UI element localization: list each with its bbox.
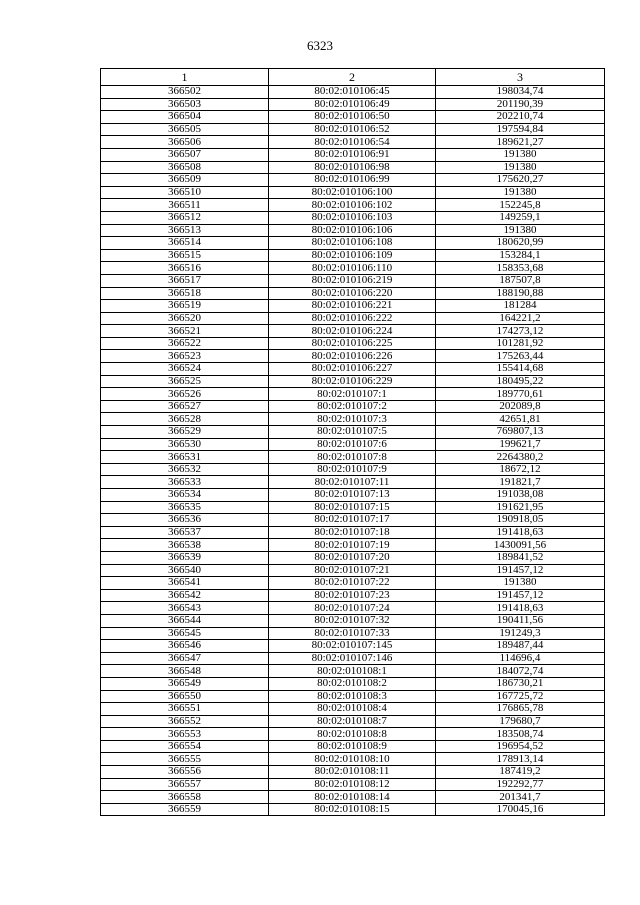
table-row — [101, 753, 605, 766]
value-cell: 158353,68 — [436, 262, 605, 275]
value-cell: 191380 — [436, 577, 605, 590]
value-cell: 155414,68 — [436, 363, 605, 376]
table-row — [101, 337, 605, 350]
value-cell: 191457,12 — [436, 589, 605, 602]
value-cell: 769807,13 — [436, 426, 605, 439]
table-header-row — [101, 69, 605, 86]
row-number-cell: 366526 — [101, 388, 269, 401]
table-row — [101, 123, 605, 136]
cadastral-number-cell: 80:02:010108:3 — [269, 690, 436, 703]
value-cell: 1430091,56 — [436, 539, 605, 552]
value-cell: 192292,77 — [436, 778, 605, 791]
value-cell: 101281,92 — [436, 337, 605, 350]
table-row — [101, 652, 605, 665]
value-cell: 175263,44 — [436, 350, 605, 363]
cadastral-number-cell: 80:02:010106:106 — [269, 224, 436, 237]
value-cell: 188190,88 — [436, 287, 605, 300]
table-row — [101, 551, 605, 564]
row-number-cell: 366535 — [101, 501, 269, 514]
row-number-cell: 366524 — [101, 363, 269, 376]
row-number-cell: 366522 — [101, 337, 269, 350]
value-cell: 180495,22 — [436, 375, 605, 388]
table-row — [101, 589, 605, 602]
cadastral-number-cell: 80:02:010107:20 — [269, 551, 436, 564]
table-row — [101, 287, 605, 300]
table-row — [101, 98, 605, 111]
cadastral-number-cell: 80:02:010108:10 — [269, 753, 436, 766]
cadastral-number-cell: 80:02:010106:54 — [269, 136, 436, 149]
column-header-1: 1 — [101, 69, 269, 86]
row-number-cell: 366520 — [101, 312, 269, 325]
cadastral-number-cell: 80:02:010108:15 — [269, 803, 436, 816]
table-row — [101, 577, 605, 590]
cadastral-number-cell: 80:02:010107:15 — [269, 501, 436, 514]
table-row — [101, 514, 605, 527]
row-number-cell: 366558 — [101, 791, 269, 804]
cadastral-number-cell: 80:02:010106:229 — [269, 375, 436, 388]
cadastral-number-cell: 80:02:010108:12 — [269, 778, 436, 791]
cadastral-number-cell: 80:02:010108:8 — [269, 728, 436, 741]
value-cell: 201190,39 — [436, 98, 605, 111]
value-cell: 191821,7 — [436, 476, 605, 489]
table-row — [101, 476, 605, 489]
value-cell: 189841,52 — [436, 551, 605, 564]
cadastral-number-cell: 80:02:010106:102 — [269, 199, 436, 212]
table-body — [101, 86, 605, 816]
cadastral-number-cell: 80:02:010106:227 — [269, 363, 436, 376]
table-row — [101, 388, 605, 401]
row-number-cell: 366532 — [101, 463, 269, 476]
cadastral-number-cell: 80:02:010107:32 — [269, 614, 436, 627]
row-number-cell: 366503 — [101, 98, 269, 111]
cadastral-number-cell: 80:02:010107:1 — [269, 388, 436, 401]
cadastral-number-cell: 80:02:010108:7 — [269, 715, 436, 728]
value-cell: 199621,7 — [436, 438, 605, 451]
row-number-cell: 366534 — [101, 489, 269, 502]
table-row — [101, 665, 605, 678]
value-cell: 149259,1 — [436, 211, 605, 224]
cadastral-number-cell: 80:02:010106:221 — [269, 300, 436, 313]
cadastral-number-cell: 80:02:010107:6 — [269, 438, 436, 451]
table-row — [101, 728, 605, 741]
table-row — [101, 199, 605, 212]
value-cell: 42651,81 — [436, 413, 605, 426]
cadastral-number-cell: 80:02:010107:13 — [269, 489, 436, 502]
cadastral-number-cell: 80:02:010107:146 — [269, 652, 436, 665]
table-row — [101, 640, 605, 653]
cadastral-number-cell: 80:02:010107:3 — [269, 413, 436, 426]
row-number-cell: 366521 — [101, 325, 269, 338]
table-row — [101, 300, 605, 313]
value-cell: 191380 — [436, 161, 605, 174]
table-row — [101, 703, 605, 716]
row-number-cell: 366502 — [101, 86, 269, 99]
value-cell: 191380 — [436, 186, 605, 199]
cadastral-number-cell: 80:02:010107:18 — [269, 526, 436, 539]
row-number-cell: 366537 — [101, 526, 269, 539]
cadastral-number-cell: 80:02:010106:219 — [269, 274, 436, 287]
table-row — [101, 274, 605, 287]
cadastral-number-cell: 80:02:010106:49 — [269, 98, 436, 111]
value-cell: 184072,74 — [436, 665, 605, 678]
cadastral-number-cell: 80:02:010106:222 — [269, 312, 436, 325]
value-cell: 178913,14 — [436, 753, 605, 766]
value-cell: 186730,21 — [436, 677, 605, 690]
cadastral-number-cell: 80:02:010107:8 — [269, 451, 436, 464]
table-row — [101, 539, 605, 552]
value-cell: 187507,8 — [436, 274, 605, 287]
value-cell: 190918,05 — [436, 514, 605, 527]
table-row — [101, 740, 605, 753]
row-number-cell: 366549 — [101, 677, 269, 690]
cadastral-number-cell: 80:02:010106:225 — [269, 337, 436, 350]
row-number-cell: 366544 — [101, 614, 269, 627]
cadastral-number-cell: 80:02:010106:109 — [269, 249, 436, 262]
row-number-cell: 366556 — [101, 766, 269, 779]
value-cell: 180620,99 — [436, 237, 605, 250]
table-row — [101, 148, 605, 161]
table-row — [101, 325, 605, 338]
cadastral-number-cell: 80:02:010106:226 — [269, 350, 436, 363]
row-number-cell: 366547 — [101, 652, 269, 665]
column-header-3: 3 — [436, 69, 605, 86]
cadastral-number-cell: 80:02:010106:224 — [269, 325, 436, 338]
table-row — [101, 363, 605, 376]
row-number-cell: 366538 — [101, 539, 269, 552]
table-row — [101, 602, 605, 615]
row-number-cell: 366554 — [101, 740, 269, 753]
row-number-cell: 366527 — [101, 400, 269, 413]
table-row — [101, 375, 605, 388]
cadastral-number-cell: 80:02:010107:17 — [269, 514, 436, 527]
table-row — [101, 312, 605, 325]
value-cell: 174273,12 — [436, 325, 605, 338]
value-cell: 176865,78 — [436, 703, 605, 716]
row-number-cell: 366552 — [101, 715, 269, 728]
table-row — [101, 249, 605, 262]
row-number-cell: 366551 — [101, 703, 269, 716]
row-number-cell: 366512 — [101, 211, 269, 224]
cadastral-number-cell: 80:02:010107:5 — [269, 426, 436, 439]
table-row — [101, 350, 605, 363]
table-row — [101, 791, 605, 804]
cadastral-number-cell: 80:02:010106:52 — [269, 123, 436, 136]
table-row — [101, 690, 605, 703]
table-row — [101, 463, 605, 476]
value-cell: 175620,27 — [436, 174, 605, 187]
cadastral-number-cell: 80:02:010106:108 — [269, 237, 436, 250]
table-row — [101, 86, 605, 99]
table-row — [101, 766, 605, 779]
value-cell: 191380 — [436, 148, 605, 161]
cadastral-number-cell: 80:02:010106:100 — [269, 186, 436, 199]
table-row — [101, 426, 605, 439]
cadastral-number-cell: 80:02:010106:91 — [269, 148, 436, 161]
cadastral-number-cell: 80:02:010107:21 — [269, 564, 436, 577]
value-cell: 114696,4 — [436, 652, 605, 665]
table-row — [101, 526, 605, 539]
value-cell: 164221,2 — [436, 312, 605, 325]
row-number-cell: 366509 — [101, 174, 269, 187]
row-number-cell: 366550 — [101, 690, 269, 703]
value-cell: 181284 — [436, 300, 605, 313]
row-number-cell: 366508 — [101, 161, 269, 174]
row-number-cell: 366545 — [101, 627, 269, 640]
row-number-cell: 366559 — [101, 803, 269, 816]
value-cell: 190411,56 — [436, 614, 605, 627]
cadastral-number-cell: 80:02:010107:11 — [269, 476, 436, 489]
row-number-cell: 366514 — [101, 237, 269, 250]
table-row — [101, 186, 605, 199]
table-row — [101, 778, 605, 791]
row-number-cell: 366529 — [101, 426, 269, 439]
value-cell: 191457,12 — [436, 564, 605, 577]
cadastral-number-cell: 80:02:010108:11 — [269, 766, 436, 779]
cadastral-number-cell: 80:02:010107:22 — [269, 577, 436, 590]
value-cell: 201341,7 — [436, 791, 605, 804]
row-number-cell: 366507 — [101, 148, 269, 161]
value-cell: 191418,63 — [436, 602, 605, 615]
table-row — [101, 564, 605, 577]
cadastral-number-cell: 80:02:010106:45 — [269, 86, 436, 99]
row-number-cell: 366530 — [101, 438, 269, 451]
row-number-cell: 366546 — [101, 640, 269, 653]
cadastral-number-cell: 80:02:010108:9 — [269, 740, 436, 753]
row-number-cell: 366505 — [101, 123, 269, 136]
cadastral-number-cell: 80:02:010108:1 — [269, 665, 436, 678]
value-cell: 191621,95 — [436, 501, 605, 514]
value-cell: 196954,52 — [436, 740, 605, 753]
row-number-cell: 366553 — [101, 728, 269, 741]
cadastral-number-cell: 80:02:010106:98 — [269, 161, 436, 174]
table-row — [101, 413, 605, 426]
value-cell: 191249,3 — [436, 627, 605, 640]
value-cell: 167725,72 — [436, 690, 605, 703]
table-row — [101, 627, 605, 640]
table-row — [101, 161, 605, 174]
page-number: 6323 — [307, 38, 333, 53]
row-number-cell: 366516 — [101, 262, 269, 275]
table-row — [101, 715, 605, 728]
row-number-cell: 366528 — [101, 413, 269, 426]
table-row — [101, 211, 605, 224]
table-row — [101, 224, 605, 237]
table-row — [101, 174, 605, 187]
table-row — [101, 438, 605, 451]
cadastral-number-cell: 80:02:010106:220 — [269, 287, 436, 300]
value-cell: 187419,2 — [436, 766, 605, 779]
row-number-cell: 366533 — [101, 476, 269, 489]
row-number-cell: 366513 — [101, 224, 269, 237]
row-number-cell: 366515 — [101, 249, 269, 262]
value-cell: 198034,74 — [436, 86, 605, 99]
value-cell: 191418,63 — [436, 526, 605, 539]
cadastral-number-cell: 80:02:010107:145 — [269, 640, 436, 653]
table-row — [101, 803, 605, 816]
row-number-cell: 366540 — [101, 564, 269, 577]
row-number-cell: 366539 — [101, 551, 269, 564]
value-cell: 191038,08 — [436, 489, 605, 502]
row-number-cell: 366543 — [101, 602, 269, 615]
table-row — [101, 262, 605, 275]
column-header-2: 2 — [269, 69, 436, 86]
table-row — [101, 677, 605, 690]
value-cell: 189621,27 — [436, 136, 605, 149]
value-cell: 2264380,2 — [436, 451, 605, 464]
value-cell: 189770,61 — [436, 388, 605, 401]
value-cell: 152245,8 — [436, 199, 605, 212]
table-row — [101, 400, 605, 413]
cadastral-number-cell: 80:02:010106:103 — [269, 211, 436, 224]
value-cell: 202210,74 — [436, 111, 605, 124]
table-row — [101, 489, 605, 502]
cadastral-number-cell: 80:02:010107:19 — [269, 539, 436, 552]
cadastral-number-cell: 80:02:010107:24 — [269, 602, 436, 615]
row-number-cell: 366548 — [101, 665, 269, 678]
table-row — [101, 501, 605, 514]
value-cell: 191380 — [436, 224, 605, 237]
cadastral-number-cell: 80:02:010106:99 — [269, 174, 436, 187]
table-row — [101, 614, 605, 627]
cadastral-number-cell: 80:02:010108:14 — [269, 791, 436, 804]
value-cell: 189487,44 — [436, 640, 605, 653]
value-cell: 183508,74 — [436, 728, 605, 741]
table-row — [101, 451, 605, 464]
row-number-cell: 366555 — [101, 753, 269, 766]
cadastral-number-cell: 80:02:010107:23 — [269, 589, 436, 602]
row-number-cell: 366523 — [101, 350, 269, 363]
value-cell: 153284,1 — [436, 249, 605, 262]
table-row — [101, 237, 605, 250]
value-cell: 179680,7 — [436, 715, 605, 728]
value-cell: 18672,12 — [436, 463, 605, 476]
data-table — [100, 68, 605, 816]
row-number-cell: 366542 — [101, 589, 269, 602]
row-number-cell: 366519 — [101, 300, 269, 313]
table-row — [101, 136, 605, 149]
row-number-cell: 366557 — [101, 778, 269, 791]
row-number-cell: 366525 — [101, 375, 269, 388]
value-cell: 197594,84 — [436, 123, 605, 136]
value-cell: 170045,16 — [436, 803, 605, 816]
row-number-cell: 366506 — [101, 136, 269, 149]
cadastral-number-cell: 80:02:010106:50 — [269, 111, 436, 124]
row-number-cell: 366536 — [101, 514, 269, 527]
value-cell: 202089,8 — [436, 400, 605, 413]
row-number-cell: 366510 — [101, 186, 269, 199]
row-number-cell: 366504 — [101, 111, 269, 124]
row-number-cell: 366531 — [101, 451, 269, 464]
cadastral-number-cell: 80:02:010107:2 — [269, 400, 436, 413]
row-number-cell: 366518 — [101, 287, 269, 300]
cadastral-number-cell: 80:02:010106:110 — [269, 262, 436, 275]
cadastral-number-cell: 80:02:010107:33 — [269, 627, 436, 640]
cadastral-number-cell: 80:02:010108:4 — [269, 703, 436, 716]
row-number-cell: 366511 — [101, 199, 269, 212]
row-number-cell: 366517 — [101, 274, 269, 287]
row-number-cell: 366541 — [101, 577, 269, 590]
table-row — [101, 111, 605, 124]
cadastral-number-cell: 80:02:010108:2 — [269, 677, 436, 690]
cadastral-number-cell: 80:02:010107:9 — [269, 463, 436, 476]
